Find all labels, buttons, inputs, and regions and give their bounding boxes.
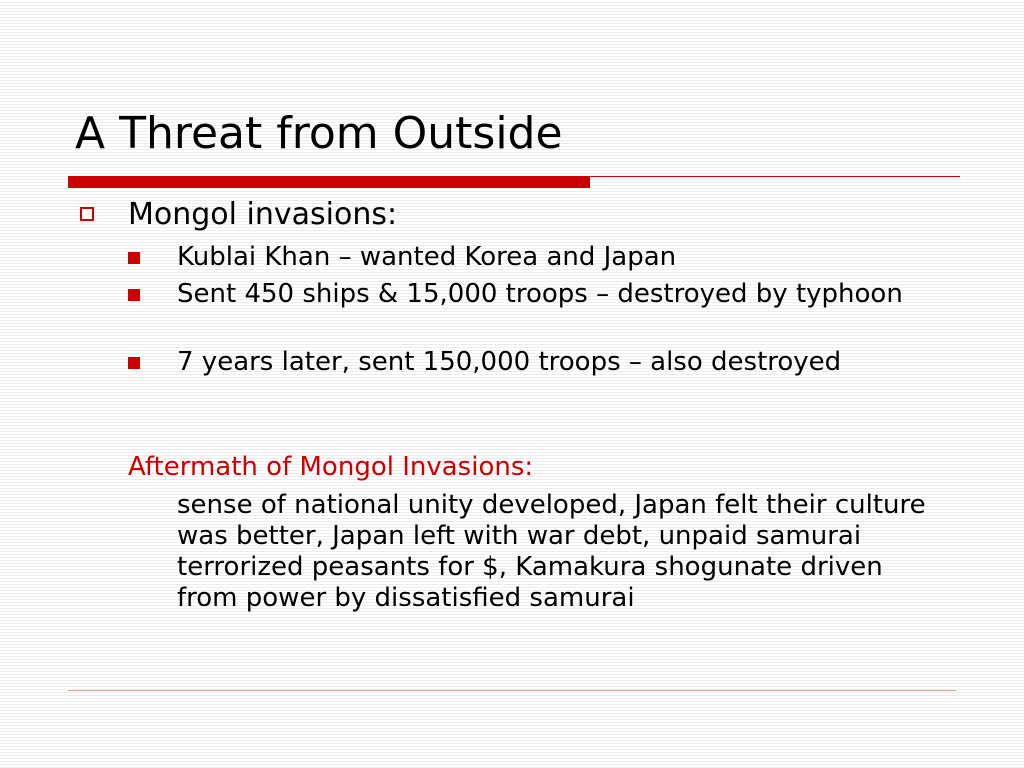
sub-bullet-text: Sent 450 ships & 15,000 troops – destroyed by typhoon [177, 279, 903, 309]
filled-square-bullet-icon [128, 252, 140, 264]
main-bullet-text: Mongol invasions: [128, 197, 398, 232]
sub-bullet-text: Kublai Khan – wanted Korea and Japan [177, 242, 677, 272]
filled-square-bullet-icon [128, 357, 140, 369]
footer-divider [68, 690, 956, 691]
aftermath-heading: Aftermath of Mongol Invasions: [128, 452, 534, 482]
hollow-square-bullet-icon [80, 207, 94, 221]
sub-bullet-text: 7 years later, sent 150,000 troops – also destroyed [177, 347, 842, 377]
slide-title: A Threat from Outside [75, 108, 563, 159]
aftermath-text: sense of national unity developed, Japan felt their culture was better, Japan left with war debt, unpaid samurai terrorized peasants for $, Kamakura shogunate driven from power by dissatisfied samurai [177, 490, 926, 613]
filled-square-bullet-icon [128, 289, 140, 301]
